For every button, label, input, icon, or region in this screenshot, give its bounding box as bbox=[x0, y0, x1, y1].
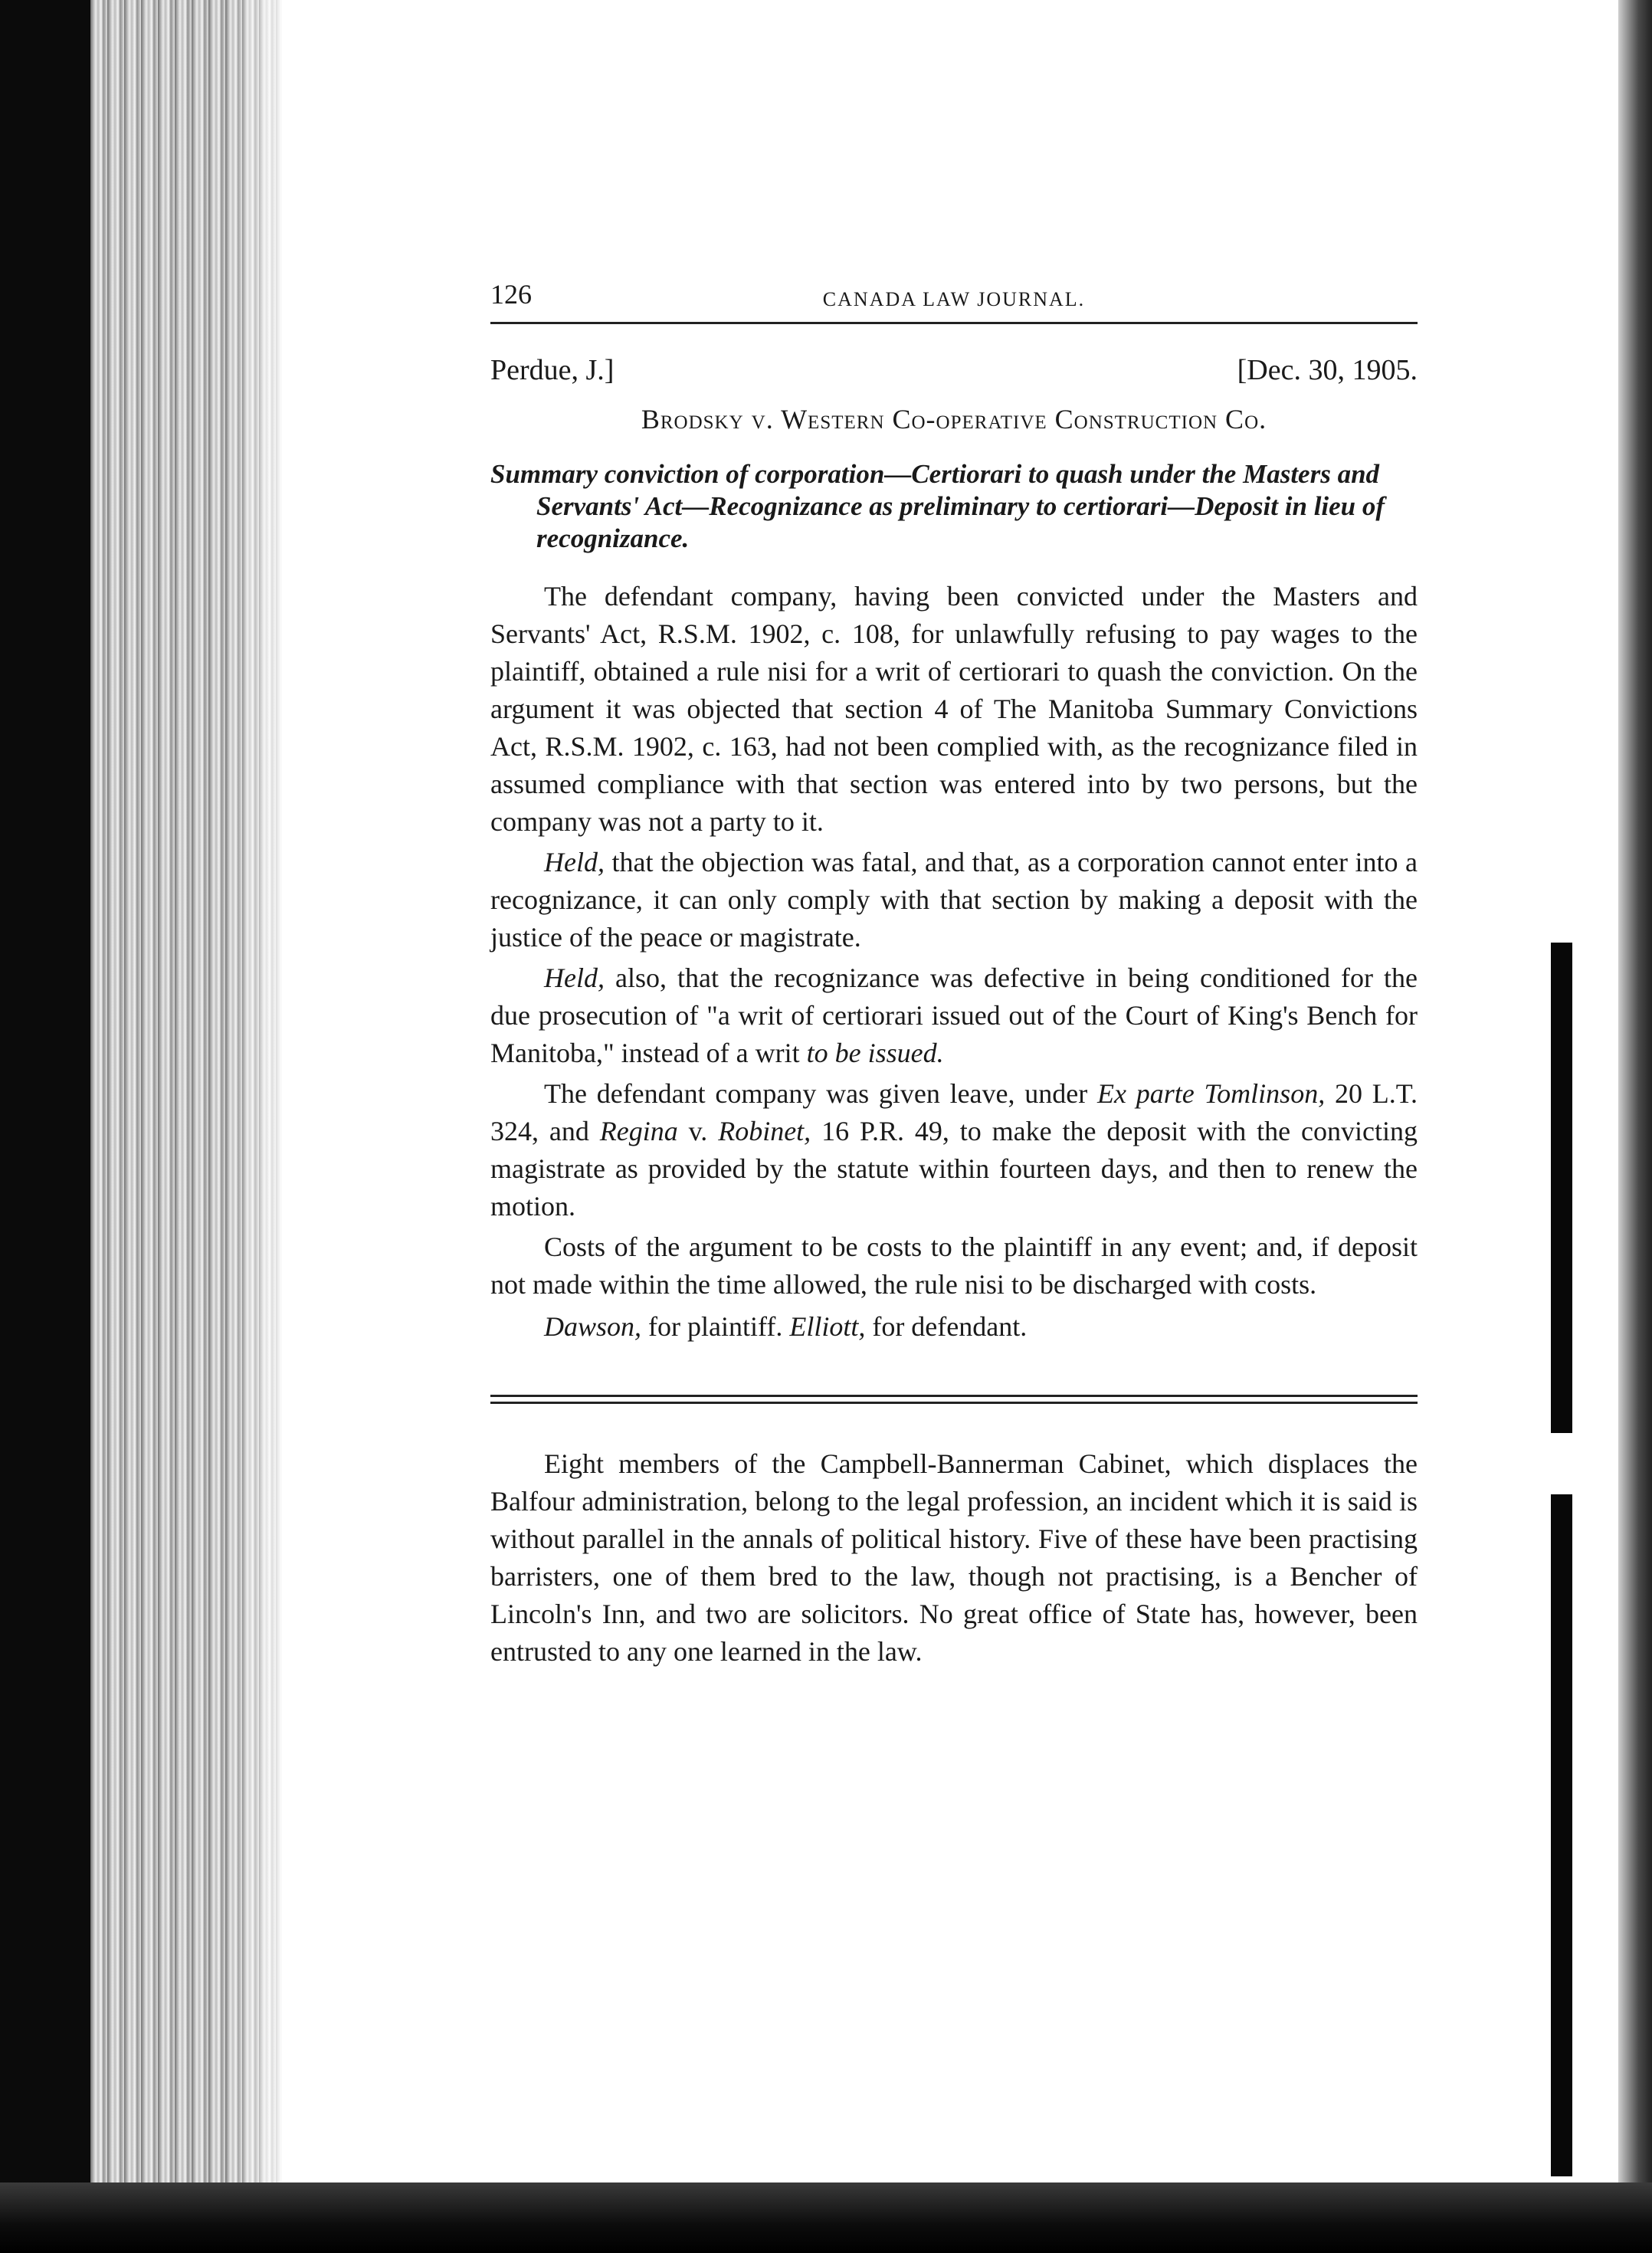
cabinet-note: Eight members of the Campbell-Bannerman Cabinet, which displaces the Balfour administration, belong to the legal profession, an incident which it is said is without parallel in the annals of political history. Five of these have been practising barristers, one of them bred to the law, though not practising, is a Bencher of Lincoln's Inn, and two are solicitors. No great office of State has, however, been entrusted to any one learned in the law. bbox=[490, 1448, 1418, 1667]
held-label: Held, bbox=[544, 963, 605, 993]
journal-title: CANADA LAW JOURNAL. bbox=[822, 288, 1086, 310]
counsel-role: for plaintiff. bbox=[641, 1311, 790, 1342]
paragraph-leave bbox=[490, 1075, 1418, 1225]
case-citation: Robinet, bbox=[718, 1116, 811, 1146]
text-span: 20 L.T. 324, and bbox=[490, 1078, 1418, 1146]
scan-shadow-bar bbox=[1551, 943, 1572, 1433]
paragraph-facts: The defendant company, having been convicted under the Masters and Servants' Act, R.S.M. 1902, c. 108, for unlawfully refusing to pay wages to the plaintiff, obtained a rule nisi for a writ of certiorari to quash the conviction. On the argument it was objected that section 4 of The Manitoba Summary Convictions Act, R.S.M. 1902, c. 163, had not been complied with, as the recognizance filed in assumed compliance with that section was entered into by two persons, but the company was not a party to it. bbox=[490, 581, 1418, 837]
text-span: 16 P.R. 49, to make the deposit with the convicting magistrate as provided by the statute within fourteen days, and then to renew the motion. bbox=[490, 1116, 1418, 1222]
scan-edge-right bbox=[1618, 0, 1652, 2253]
paragraph-held-2 bbox=[490, 959, 1418, 1072]
decision-date: [Dec. 30, 1905. bbox=[1237, 354, 1418, 386]
section-divider bbox=[490, 1395, 1418, 1404]
counsel-name: Dawson, bbox=[544, 1311, 642, 1342]
page-content bbox=[490, 276, 1418, 1671]
headnote: Summary conviction of corporation—Certiorari to quash under the Masters and Servants' Act—Recognizance as preliminary to certiorari—Deposit in lieu of recognizance. bbox=[490, 459, 1385, 553]
held-text: that the objection was fatal, and that, as a corporation cannot enter into a recognizance, it can only comply with that section by making a deposit with the justice of the peace or magistrate. bbox=[490, 847, 1418, 953]
judge-name: Perdue, J.] bbox=[490, 354, 615, 386]
text-span: The defendant company was given leave, under bbox=[544, 1078, 1097, 1109]
paragraph-costs: Costs of the argument to be costs to the plaintiff in any event; and, if deposit not made within the time allowed, the rule nisi to be discharged with costs. bbox=[490, 1231, 1418, 1300]
scan-shadow-bar bbox=[1551, 1494, 1572, 2176]
held-label: Held, bbox=[544, 847, 605, 877]
text-span: v. bbox=[677, 1116, 719, 1146]
case-name: Brodsky v. Western Co-operative Construction Co. bbox=[641, 404, 1267, 435]
page-stack-fade bbox=[230, 0, 291, 2253]
emphasis-text: to be issued. bbox=[806, 1038, 944, 1068]
case-citation: Regina bbox=[599, 1116, 678, 1146]
held-text: also, that the recognizance was defective in being conditioned for the due prosecution of "a writ of certiorari issued out of the Court of King's Bench for Manitoba," instead of a writ bbox=[490, 963, 1418, 1068]
counsel-name: Elliott, bbox=[789, 1311, 866, 1342]
case-headline bbox=[490, 352, 1418, 390]
scan-edge-bottom bbox=[0, 2182, 1652, 2253]
scan-edge-left bbox=[0, 0, 90, 2253]
page-number: 126 bbox=[490, 279, 532, 310]
paragraph-held-1 bbox=[490, 844, 1418, 956]
running-head bbox=[490, 276, 1418, 324]
counsel-line bbox=[490, 1308, 1418, 1346]
case-citation: Ex parte Tomlinson, bbox=[1097, 1078, 1326, 1109]
counsel-role: for defendant. bbox=[865, 1311, 1028, 1342]
